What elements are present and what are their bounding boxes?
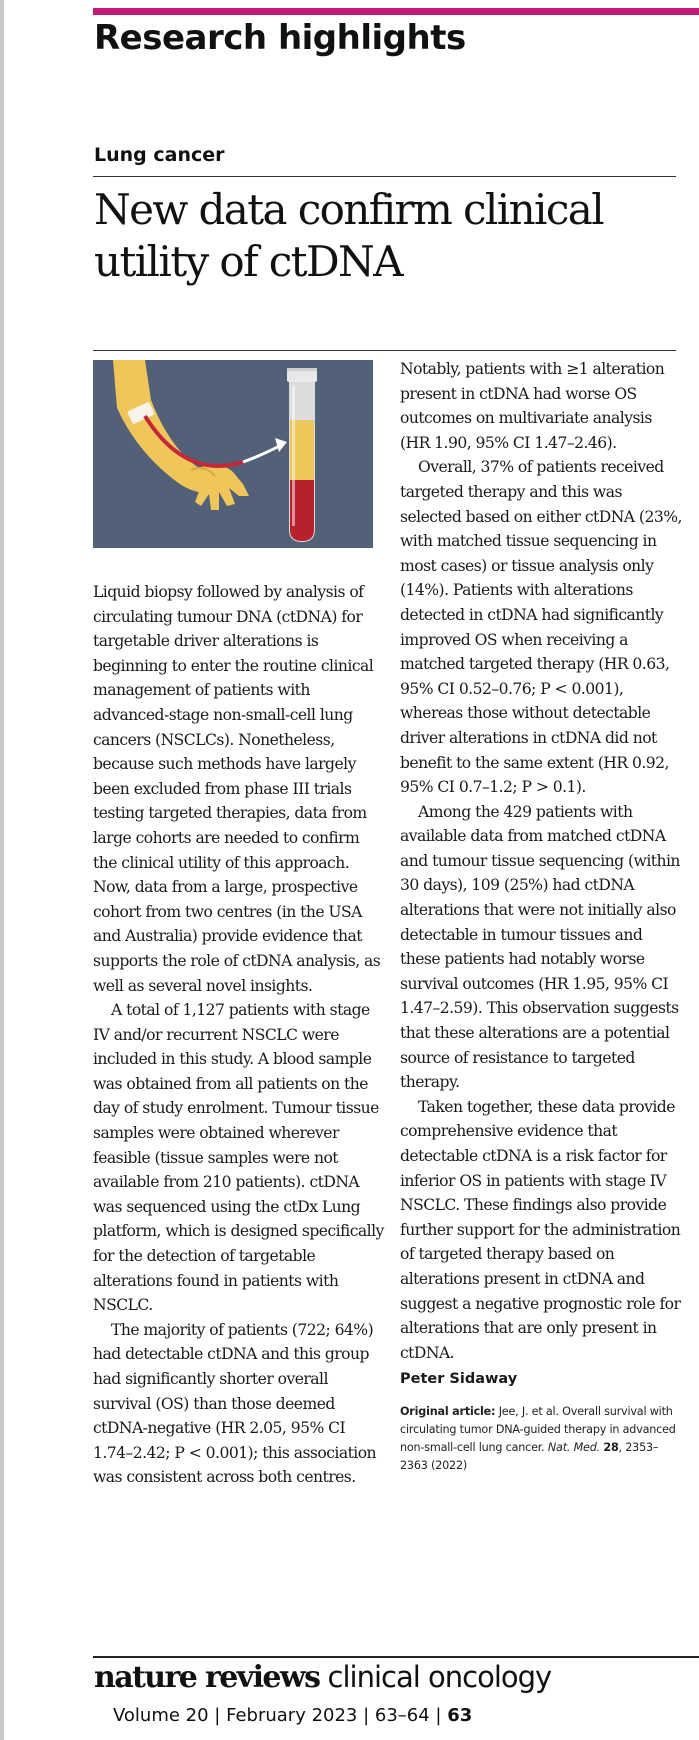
article-body-right-column	[400, 357, 682, 1475]
body-paragraph: Liquid biopsy followed by analysis of circulating tumour DNA (ctDNA) for targetable driver alterations is beginning to enter the routine clinical management of patients with advanced-stage non-small-cell lung cancers (NSCLCs). Nonetheless, because such methods have largely been excluded from phase III trials testing targeted therapies, data from large cohorts are needed to confirm the clinical utility of this approach. Now, data from a large, prospective cohort from two centres (in the USA and Australia) provide evidence that supports the role of ctDNA analysis, as well as several novel insights.	[93, 583, 381, 995]
accent-bar	[93, 8, 699, 15]
issue-details: Volume 20 | February 2023 | 63–64 |	[113, 1705, 448, 1726]
page-edge-rule	[0, 0, 4, 1740]
author-name: Peter Sidaway	[400, 1371, 518, 1388]
article-headline: New data confirm clinical utility of ctDNA	[94, 185, 604, 286]
page-number: 63	[447, 1705, 473, 1726]
issue-info	[113, 1705, 472, 1726]
article-category: Lung cancer	[94, 144, 225, 166]
section-title: Research highlights	[94, 18, 466, 58]
headline-divider	[93, 350, 676, 351]
body-paragraph: Notably, patients with ≥1 alteration present in ctDNA had worse OS outcomes on multivariate analysis (HR 1.90, 95% CI 1.47–2.46).	[400, 360, 665, 452]
body-paragraph: The majority of patients (722; 64%) had detectable ctDNA and this group had significantly shorter overall survival (OS) than those deemed ctDNA-negative (HR 2.05, 95% CI 1.74–2.42; P < 0.001); this association was consistent across both centres.	[93, 1320, 377, 1487]
reference-pages: , 2353–2363 (2022)	[400, 1441, 659, 1473]
reference-volume: 28	[603, 1441, 619, 1455]
blood-sample-illustration	[93, 360, 373, 548]
reference-citation: Jee, J. et al. Overall survival with circulating tumor DNA-guided therapy in advanced non-small-cell lung cancer.	[400, 1405, 676, 1455]
body-paragraph: Among the 429 patients with available data from matched ctDNA and tumour tissue sequencing (within 30 days), 109 (25%) had ctDNA alterations that were not initially also detectable in tumour tissues and these patients had notably worse survival outcomes (HR 1.95, 95% CI 1.47–2.59). This observation suggests that these alterations are a potential source of resistance to targeted therapy.	[400, 802, 680, 1092]
category-divider	[93, 176, 676, 177]
journal-title-bold: nature reviews	[94, 1660, 320, 1695]
body-paragraph: Taken together, these data provide comprehensive evidence that detectable ctDNA is a risk factor for inferior OS in patients with stage IV NSCLC. These findings also provide further support for the administration of targeted therapy based on alterations present in ctDNA and suggest a negative prognostic role for alterations that are only present in ctDNA.	[400, 1097, 681, 1362]
journal-title-light: clinical oncology	[327, 1660, 552, 1694]
original-article-reference	[400, 1403, 682, 1475]
journal-title	[94, 1660, 551, 1695]
article-body-left-column	[93, 580, 385, 1490]
footer-divider	[93, 1656, 699, 1658]
body-paragraph: Overall, 37% of patients received targeted therapy and this was selected based on either ctDNA (23%, with matched tissue sequencing in most cases) or tissue analysis only (14%). Patients with alterations detected in ctDNA had significantly improved OS when receiving a matched targeted therapy (HR 0.63, 95% CI 0.52–0.76; P < 0.001), whereas those without detectable driver alterations in ctDNA did not benefit to the same extent (HR 0.92, 95% CI 0.7–1.2; P > 0.1).	[400, 458, 682, 797]
body-paragraph: A total of 1,127 patients with stage IV and/or recurrent NSCLC were included in this study. A blood sample was obtained from all patients on the day of study enrolment. Tumour tissue samples were obtained wherever feasible (tissue samples were not available from 210 patients). ctDNA was sequenced using the ctDx Lung platform, which is designed specifically for the detection of targetable alterations found in patients with NSCLC.	[93, 1001, 384, 1315]
reference-label: Original article:	[400, 1405, 496, 1419]
reference-journal: Nat. Med.	[547, 1441, 600, 1455]
